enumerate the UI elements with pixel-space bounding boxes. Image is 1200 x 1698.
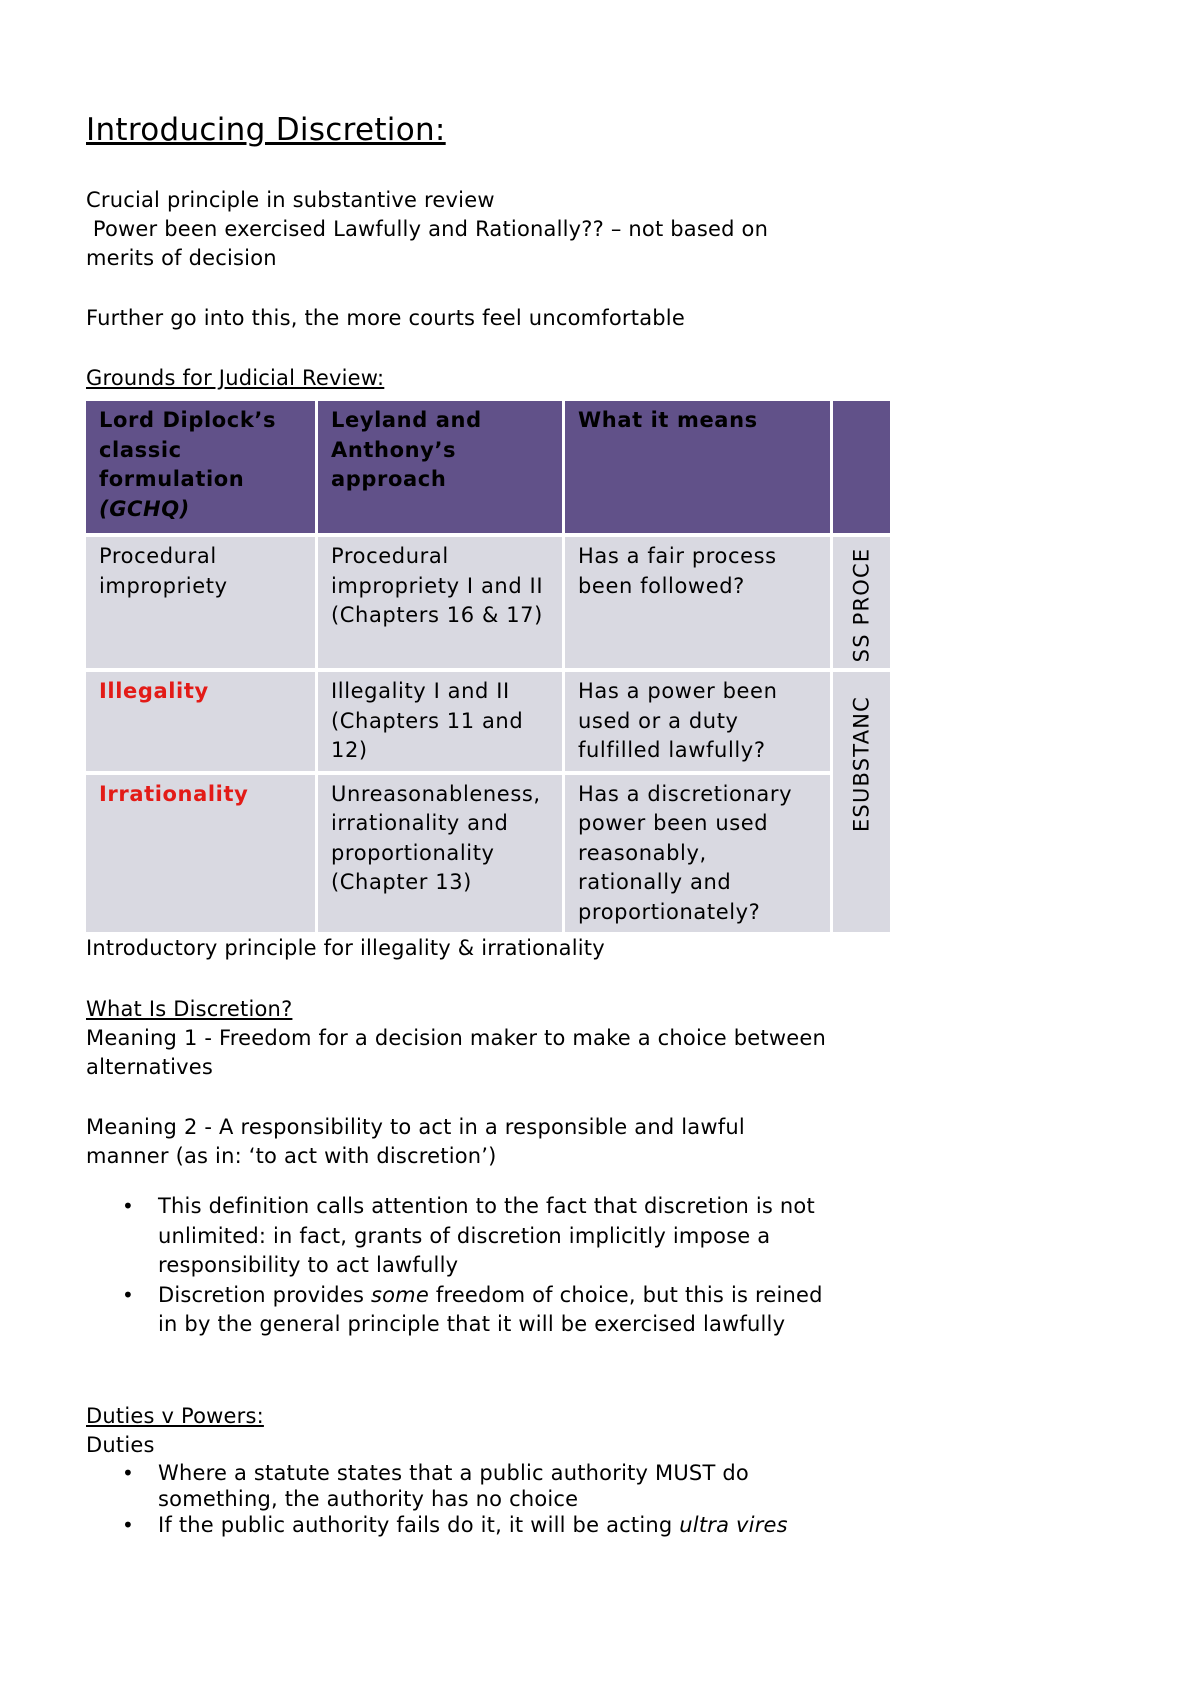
intro-line-3: merits of decision [86,246,277,270]
header-leyland: Leyland and Anthony’s approach [318,401,562,533]
cell-procedural-meaning: Has a fair process been followed? [565,537,830,668]
header-blank [833,401,890,533]
intro-line-4: Further go into this, the more courts feel uncomfortable [86,306,685,330]
list-item: • This definition calls attention to the fact that discretion is not unlimited: in fact, grants of discretion implicitly impose a responsibility to act lawfully [122,1194,815,1277]
discretion-bullets [86,1192,823,1340]
meaning-2-line-2: manner (as in: ‘to act with discretion’) [86,1144,497,1168]
intro-line-1: Crucial principle in substantive review [86,188,495,212]
list-item: • Where a statute states that a public authority MUST do something, the authority has no choice [122,1461,749,1511]
intro-line-2: Power been exercised Lawfully and Rationally?? – not based on [86,217,769,241]
bullet-icon: • [122,1282,134,1307]
list-item: • If the public authority fails do it, it will be acting ultra vires [122,1513,788,1537]
duties-bullets [86,1460,788,1538]
side-label-substance-cell [833,672,890,932]
cell-irrationality-meaning: Has a discretionary power been used reasonably, rationally and proportionately? [565,775,830,933]
cell-irrationality-approach: Unreasonableness, irrationality and proportionality (Chapter 13) [318,775,562,933]
side-label-process-cell [833,537,890,668]
table-row [86,672,890,771]
bullet-icon: • [122,1194,134,1218]
duties-heading: Duties v Powers: [86,1404,264,1428]
cell-illegality-meaning: Has a power been used or a duty fulfilled lawfully? [565,672,830,771]
cell-procedural: Procedural impropriety [86,537,315,668]
cell-irrationality: Irrationality [86,775,315,933]
duties-subheading: Duties [86,1433,155,1457]
bullet-icon: • [122,1513,134,1537]
cell-illegality: Illegality [86,672,315,771]
list-item: • Discretion provides some freedom of choice, but this is reined in by the general principle that it will be exercised lawfully [122,1282,823,1336]
grounds-table [83,397,893,936]
grounds-heading: Grounds for Judicial Review: [86,366,385,390]
header-diplock: Lord Diplock’s classic formulation (GCHQ) [86,401,315,533]
meaning-1-line-1: Meaning 1 - Freedom for a decision maker to make a choice between [86,1026,826,1050]
header-meaning: What it means [565,401,830,533]
meaning-2-line-1: Meaning 2 - A responsibility to act in a responsible and lawful [86,1115,745,1139]
cell-procedural-approach: Procedural impropriety I and II (Chapters 16 & 17) [318,537,562,668]
cell-illegality-approach: Illegality I and II (Chapters 11 and 12) [318,672,562,771]
side-label-substance: ESUBSTANC [848,695,873,833]
bullet-icon: • [122,1461,134,1485]
page-title: Introducing Discretion: [86,112,446,148]
table-row [86,775,890,933]
discretion-heading: What Is Discretion? [86,997,293,1021]
side-label-process: SS PROCE [848,547,873,663]
meaning-1-line-2: alternatives [86,1055,214,1079]
table-row [86,537,890,668]
table-caption: Introductory principle for illegality & irrationality [86,936,605,960]
table-header-row [86,401,890,533]
